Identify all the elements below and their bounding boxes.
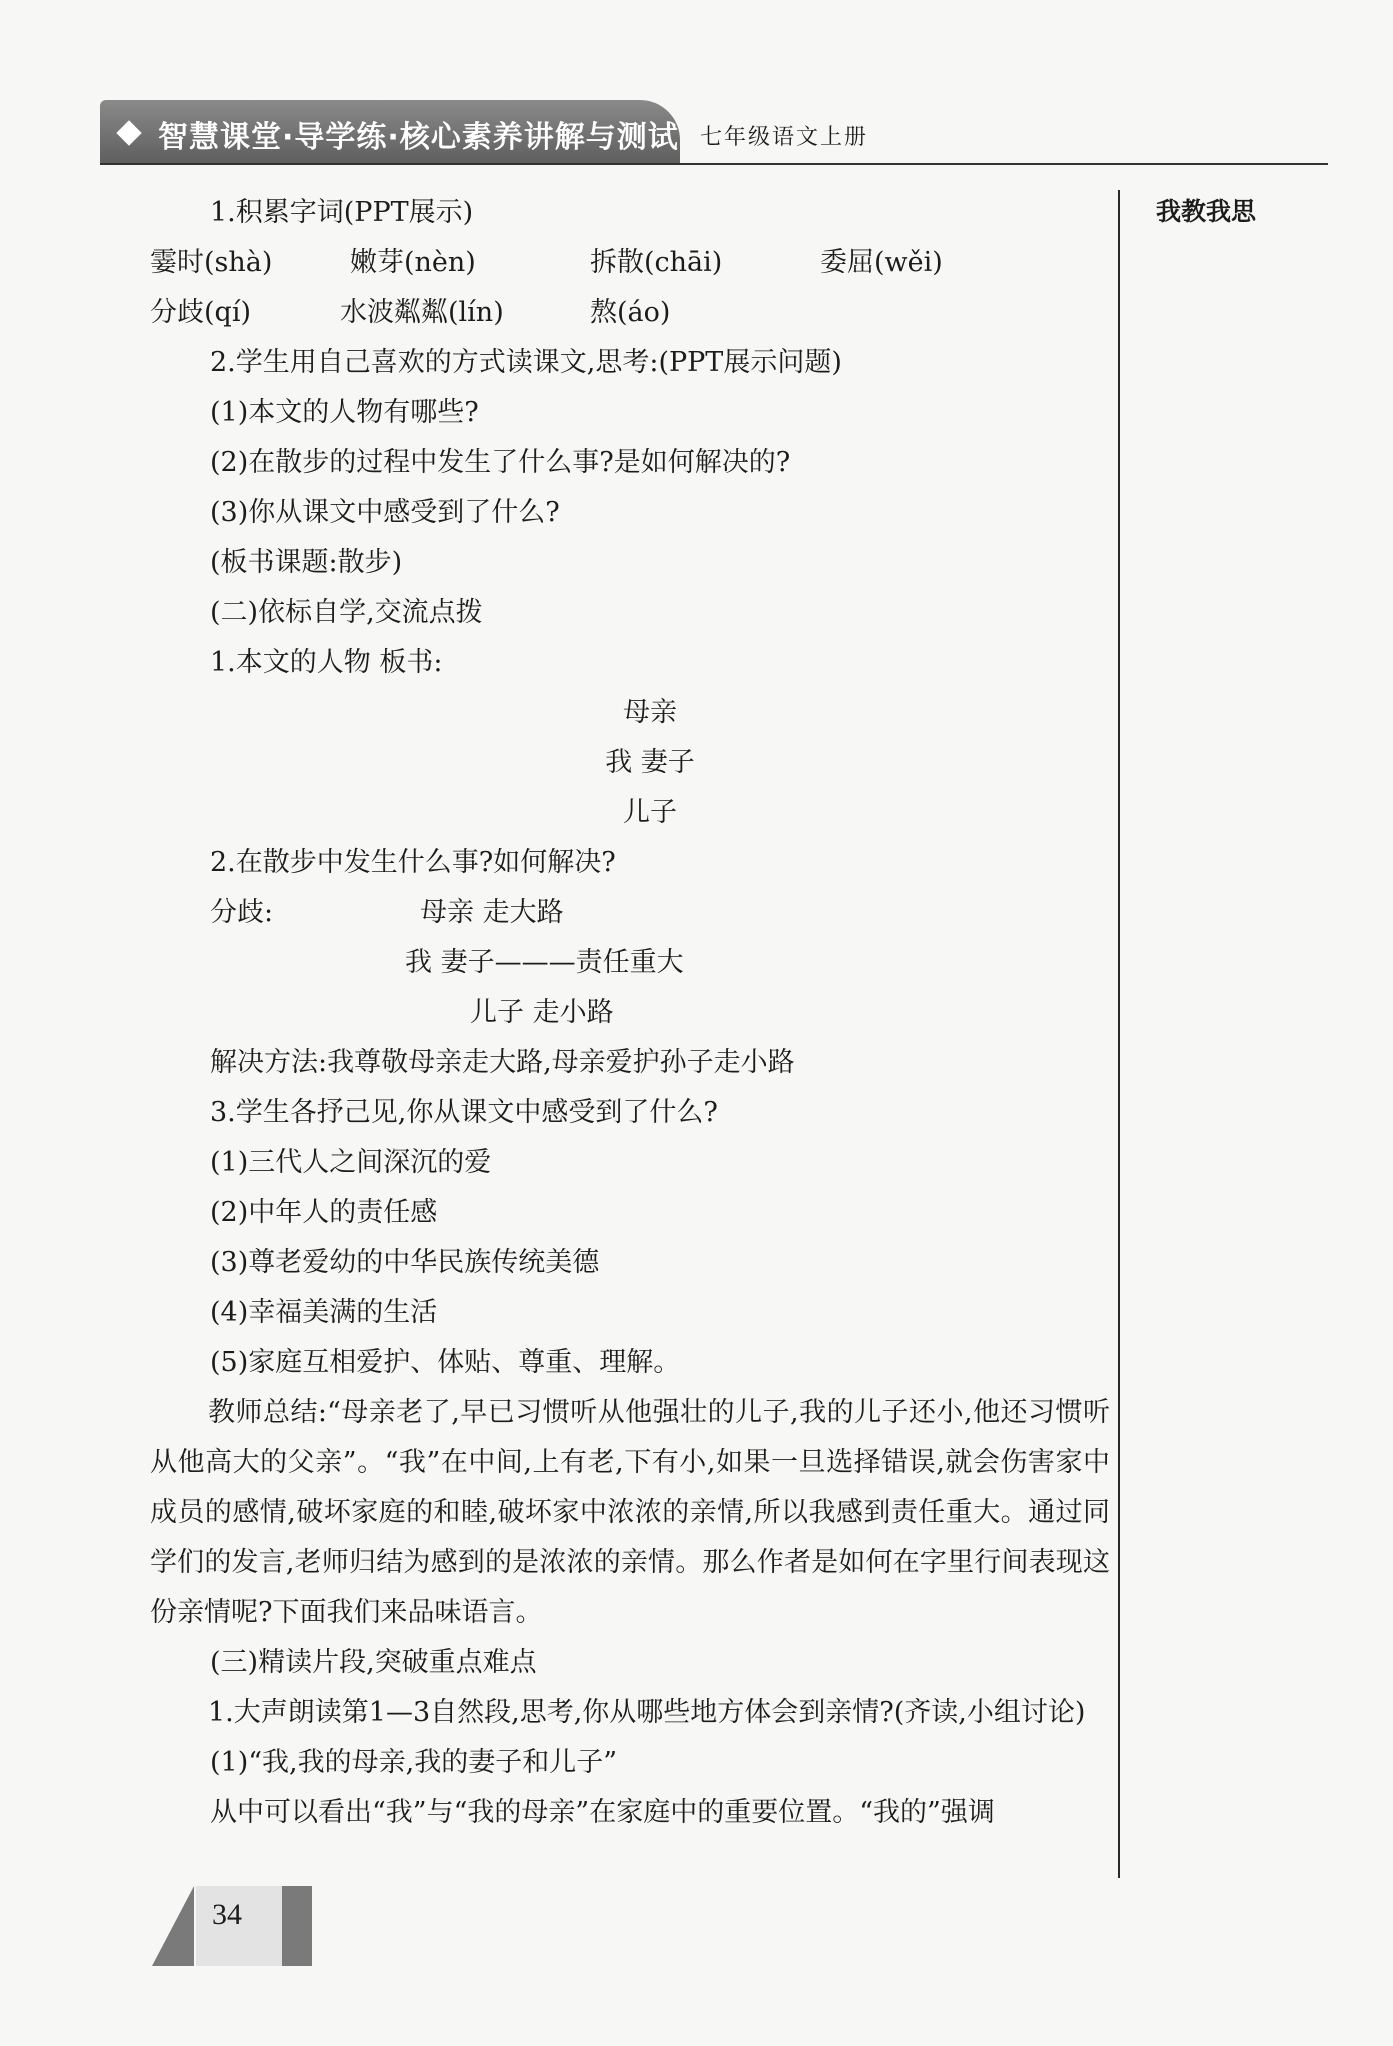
footer-bar-accent	[282, 1886, 312, 1966]
vocab-row	[150, 238, 1110, 288]
text-line: 解决方法:我尊敬母亲走大路,母亲爱护孙子走小路	[210, 1047, 795, 1078]
vocab-row	[150, 288, 1110, 338]
text-line: (4)幸福美满的生活	[210, 1297, 438, 1328]
text-line: 3.学生各抒己见,你从课文中感受到了什么?	[210, 1097, 718, 1128]
main-content	[150, 188, 1110, 1838]
sidebar-title: 我教我思	[1156, 197, 1257, 226]
text-line: (三)精读片段,突破重点难点	[210, 1647, 537, 1678]
text-line: 2.在散步中发生什么事?如何解决?	[210, 847, 616, 878]
vocab-word: 霎时(shà)	[150, 247, 273, 278]
text-line: (2)中年人的责任感	[210, 1197, 438, 1228]
board-line: 我 妻子	[605, 747, 695, 778]
label: 分歧:	[210, 897, 274, 928]
text-line: 我 妻子———责任重大	[405, 947, 684, 978]
vocab-word: 拆散(chāi)	[590, 247, 723, 278]
page-number: 34	[212, 1898, 242, 1931]
text-line	[150, 888, 1110, 938]
board-line: 母亲	[623, 697, 677, 728]
vocab-word: 熬(áo)	[590, 297, 671, 328]
paragraph: 教师总结:“母亲老了,早已习惯听从他强壮的儿子,我的儿子还小,他还习惯听从他高大的父亲”。“我”在中间,上有老,下有小,如果一旦选择错误,就会伤害家中成员的感情,破坏家庭的和睦,破坏家中浓浓的亲情,所以我感到责任重大。通过同学们的发言,老师归结为感到的是浓浓的亲情。那么作者是如何在字里行间表现这份亲情呢?下面我们来品味语言。	[150, 1397, 1110, 1628]
sidebar-divider	[1118, 190, 1120, 1878]
vocab-word: 水波粼粼(lín)	[340, 297, 504, 328]
text-line: 从中可以看出“我”与“我的母亲”在家庭中的重要位置。“我的”强调	[210, 1797, 995, 1828]
vocab-word: 嫩芽(nèn)	[350, 247, 476, 278]
board-line: 儿子	[623, 797, 677, 828]
footer-decoration	[152, 1886, 194, 1966]
text-line: 儿子 走小路	[470, 997, 614, 1028]
text-line: (2)在散步的过程中发生了什么事?是如何解决的?	[210, 447, 791, 478]
vocab-word: 分歧(qí)	[150, 297, 251, 328]
text-line: (板书课题:散步)	[210, 547, 403, 578]
text-line: (5)家庭互相爱护、体贴、尊重、理解。	[210, 1347, 681, 1378]
header-divider	[100, 163, 1328, 165]
text-line: (1)“我,我的母亲,我的妻子和儿子”	[210, 1747, 618, 1778]
text-line: 2.学生用自己喜欢的方式读课文,思考:(PPT展示问题)	[210, 347, 842, 378]
vocab-word: 委屈(wěi)	[820, 247, 943, 278]
header-subtitle: 七年级语文上册	[700, 125, 869, 150]
text-line: 1.积累字词(PPT展示)	[210, 197, 474, 228]
text-line: (3)你从课文中感受到了什么?	[210, 497, 560, 528]
paragraph: 1.大声朗读第1—3自然段,思考,你从哪些地方体会到亲情?(齐读,小组讨论)	[208, 1697, 1086, 1728]
text-line: (1)本文的人物有哪些?	[210, 397, 479, 428]
text: 母亲 走大路	[420, 897, 564, 928]
text-line: (二)依标自学,交流点拨	[210, 597, 483, 628]
text-line: (1)三代人之间深沉的爱	[210, 1147, 492, 1178]
header-title: 智慧课堂·导学练·核心素养讲解与测试	[158, 120, 679, 155]
text-line: 1.本文的人物 板书:	[210, 647, 443, 678]
text-line: (3)尊老爱幼的中华民族传统美德	[210, 1247, 600, 1278]
